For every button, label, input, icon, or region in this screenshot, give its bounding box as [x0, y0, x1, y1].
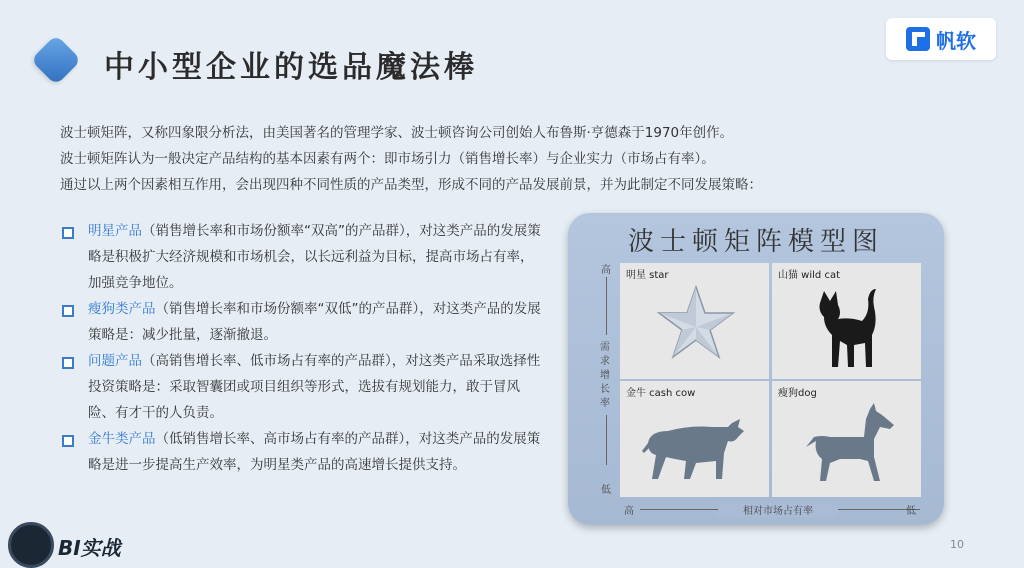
x-axis-label: 相对市场占有率: [718, 502, 838, 517]
square-bullet-icon: [62, 227, 74, 239]
bullet-term: 明星产品: [88, 223, 142, 239]
bullet-question-product: [60, 348, 545, 426]
logo-icon: [906, 27, 930, 51]
bullet-list: [60, 218, 545, 478]
bullet-term: 问题产品: [88, 353, 142, 369]
ox-icon: [640, 413, 750, 483]
x-axis-low: 低: [906, 506, 916, 517]
logo-text: 帆软: [936, 28, 976, 53]
quadrant-cashcow: [620, 381, 769, 497]
square-bullet-icon: [62, 305, 74, 317]
bullet-cow-product: [60, 426, 545, 478]
square-bullet-icon: [62, 435, 74, 447]
bullet-dog-product: [60, 296, 545, 348]
star-icon: [656, 283, 736, 363]
matrix-grid: [620, 263, 923, 499]
quadrant-dog: [772, 381, 921, 497]
brand-logo: [886, 18, 996, 60]
page-title: 中小型企业的选品魔法棒: [104, 50, 478, 85]
bullet-term: 瘦狗类产品: [88, 301, 156, 317]
bullet-star-product: [60, 218, 545, 296]
title-diamond-icon: [31, 35, 82, 86]
intro-line: 波士顿矩阵，又称四象限分析法，由美国著名的管理学家、波士顿咨询公司创始人布鲁斯·亨德森于1970年创作。: [60, 125, 734, 141]
x-axis-high: 高: [624, 506, 634, 517]
dog-icon: [800, 403, 900, 488]
intro-line: 通过以上两个因素相互作用，会出现四种不同性质的产品类型，形成不同的产品发展前景，并为此制定不同发展策略：: [60, 177, 762, 193]
y-axis-low: 低: [601, 485, 611, 496]
quadrant-label: 瘦狗dog: [778, 388, 817, 399]
bullet-text: （低销售增长率、高市场占有率的产品群），对这类产品的发展策略是进一步提高生产效率，为明星类产品的高速增长提供支持。: [88, 431, 541, 473]
bullet-text: （销售增长率和市场份额率“双低”的产品群），对这类产品的发展策略是：减少批量，逐渐撤退。: [88, 301, 541, 343]
y-axis-line-top: [606, 277, 607, 335]
quadrant-label: 山猫 wild cat: [778, 270, 840, 281]
quadrant-star: [620, 263, 769, 379]
quadrant-wildcat: [772, 263, 921, 379]
bullet-text: （高销售增长率、低市场占有率的产品群），对这类产品采取选择性投资策略是：采取智囊团或项目组织等形式，选拔有规划能力，敢于冒风险、有才干的人负责。: [88, 353, 541, 421]
page-number: 10: [950, 538, 964, 551]
quadrant-label: 金牛 cash cow: [626, 388, 696, 399]
bullet-text: （销售增长率和市场份额率“双高”的产品群），对这类产品的发展策略是积极扩大经济规模和市场机会，以长远利益为目标，提高市场占有率，加强竞争地位。: [88, 223, 541, 291]
bullet-term: 金牛类产品: [88, 431, 156, 447]
intro-line: 波士顿矩阵认为一般决定产品结构的基本因素有两个：即市场引力（销售增长率）与企业实力（市场占有率）。: [60, 151, 715, 167]
intro-text: [60, 120, 960, 198]
channel-brand-text: BI实战: [58, 536, 121, 560]
square-bullet-icon: [62, 357, 74, 369]
boston-matrix-card: [568, 213, 944, 525]
y-axis-label: 需求增长率: [600, 342, 610, 409]
y-axis-line-bottom: [606, 415, 607, 465]
matrix-title: 波士顿矩阵模型图: [627, 227, 884, 257]
cat-icon: [810, 283, 890, 373]
channel-avatar: [8, 522, 54, 568]
quadrant-label: 明星 star: [626, 270, 669, 281]
y-axis-high: 高: [601, 265, 611, 276]
